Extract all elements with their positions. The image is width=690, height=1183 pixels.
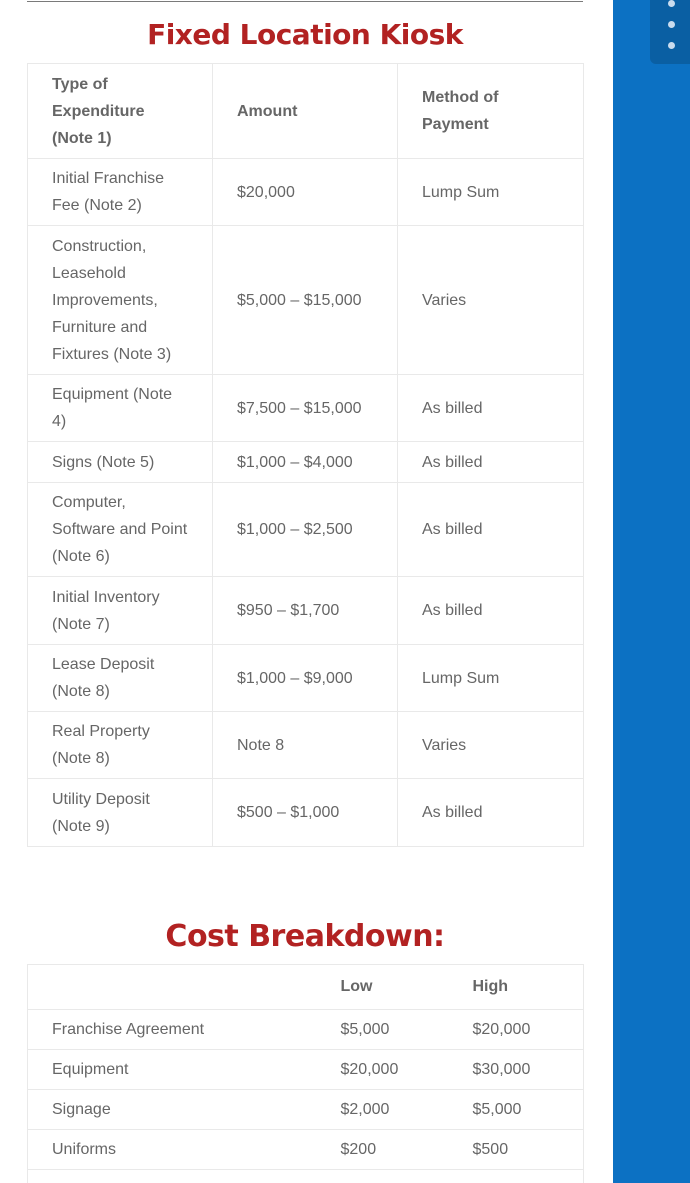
table-row [28, 645, 584, 712]
dot-nav-item[interactable] [668, 42, 675, 49]
cell-amount: $1,000 – $2,500 [213, 483, 398, 577]
cell-item: Equipment [28, 1050, 317, 1090]
header-low: Low [317, 965, 449, 1010]
cell-low: $5,000 [317, 1010, 449, 1050]
cell-low: $2,000 [317, 1090, 449, 1130]
kiosk-title: Fixed Location Kiosk [147, 18, 463, 51]
table-header-row [28, 64, 584, 159]
cell-payment: As billed [398, 483, 584, 577]
table-row-partial [28, 1170, 584, 1183]
dot-navigation [650, 0, 690, 64]
dot-nav-item[interactable] [668, 0, 675, 7]
cell-amount: Note 8 [213, 712, 398, 779]
dot-nav-item[interactable] [668, 21, 675, 28]
cell-expenditure: Initial Franchise Fee (Note 2) [28, 159, 213, 226]
table-row [28, 577, 584, 645]
cell-item: Franchise Agreement [28, 1010, 317, 1050]
cell-low: $20,000 [317, 1050, 449, 1090]
cell-payment: As billed [398, 375, 584, 442]
cell-high: $30,000 [449, 1050, 584, 1090]
cell-expenditure: Computer, Software and Point (Note 6) [28, 483, 213, 577]
header-payment: Method of Payment [398, 64, 584, 159]
header-item [28, 965, 317, 1010]
cell-expenditure: Signs (Note 5) [28, 442, 213, 483]
cell-item: Signage [28, 1090, 317, 1130]
cell-high: $500 [449, 1130, 584, 1170]
cell-amount: $20,000 [213, 159, 398, 226]
cell-expenditure: Real Property (Note 8) [28, 712, 213, 779]
cell-payment: Varies [398, 226, 584, 375]
cell-low: $200 [317, 1130, 449, 1170]
table-header-row [28, 965, 584, 1010]
header-high: High [449, 965, 584, 1010]
cell-expenditure: Equipment (Note 4) [28, 375, 213, 442]
cell-high: $5,000 [449, 1090, 584, 1130]
header-amount: Amount [213, 64, 398, 159]
table-row [28, 712, 584, 779]
header-expenditure: Type of Expenditure (Note 1) [28, 64, 213, 159]
cell-expenditure: Utility Deposit (Note 9) [28, 779, 213, 847]
table-row [28, 442, 584, 483]
cell-payment: As billed [398, 442, 584, 483]
table-row [28, 1050, 584, 1090]
cell-payment: Lump Sum [398, 159, 584, 226]
cell-item: Uniforms [28, 1130, 317, 1170]
cell-amount: $500 – $1,000 [213, 779, 398, 847]
table-row [28, 1010, 584, 1050]
cell-amount: $950 – $1,700 [213, 577, 398, 645]
table-row [28, 1090, 584, 1130]
kiosk-expenditure-table [27, 63, 584, 847]
cost-breakdown-table [27, 964, 584, 1183]
cell-expenditure: Lease Deposit (Note 8) [28, 645, 213, 712]
sidebar [613, 0, 690, 1183]
cell-payment: Varies [398, 712, 584, 779]
cell-payment: As billed [398, 577, 584, 645]
cell-expenditure: Construction, Leasehold Improvements, Furniture and Fixtures (Note 3) [28, 226, 213, 375]
cell-high: $20,000 [449, 1010, 584, 1050]
cell-payment: As billed [398, 779, 584, 847]
cell-amount: $1,000 – $4,000 [213, 442, 398, 483]
table-row [28, 1130, 584, 1170]
cell-expenditure: Initial Inventory (Note 7) [28, 577, 213, 645]
cell-amount: $5,000 – $15,000 [213, 226, 398, 375]
divider [27, 1, 583, 2]
cell-amount: $7,500 – $15,000 [213, 375, 398, 442]
cost-breakdown-title: Cost Breakdown: [165, 919, 445, 954]
table-row [28, 375, 584, 442]
table-row [28, 483, 584, 577]
cell-payment: Lump Sum [398, 645, 584, 712]
table-row [28, 779, 584, 847]
table-row [28, 226, 584, 375]
table-row [28, 159, 584, 226]
cell-amount: $1,000 – $9,000 [213, 645, 398, 712]
